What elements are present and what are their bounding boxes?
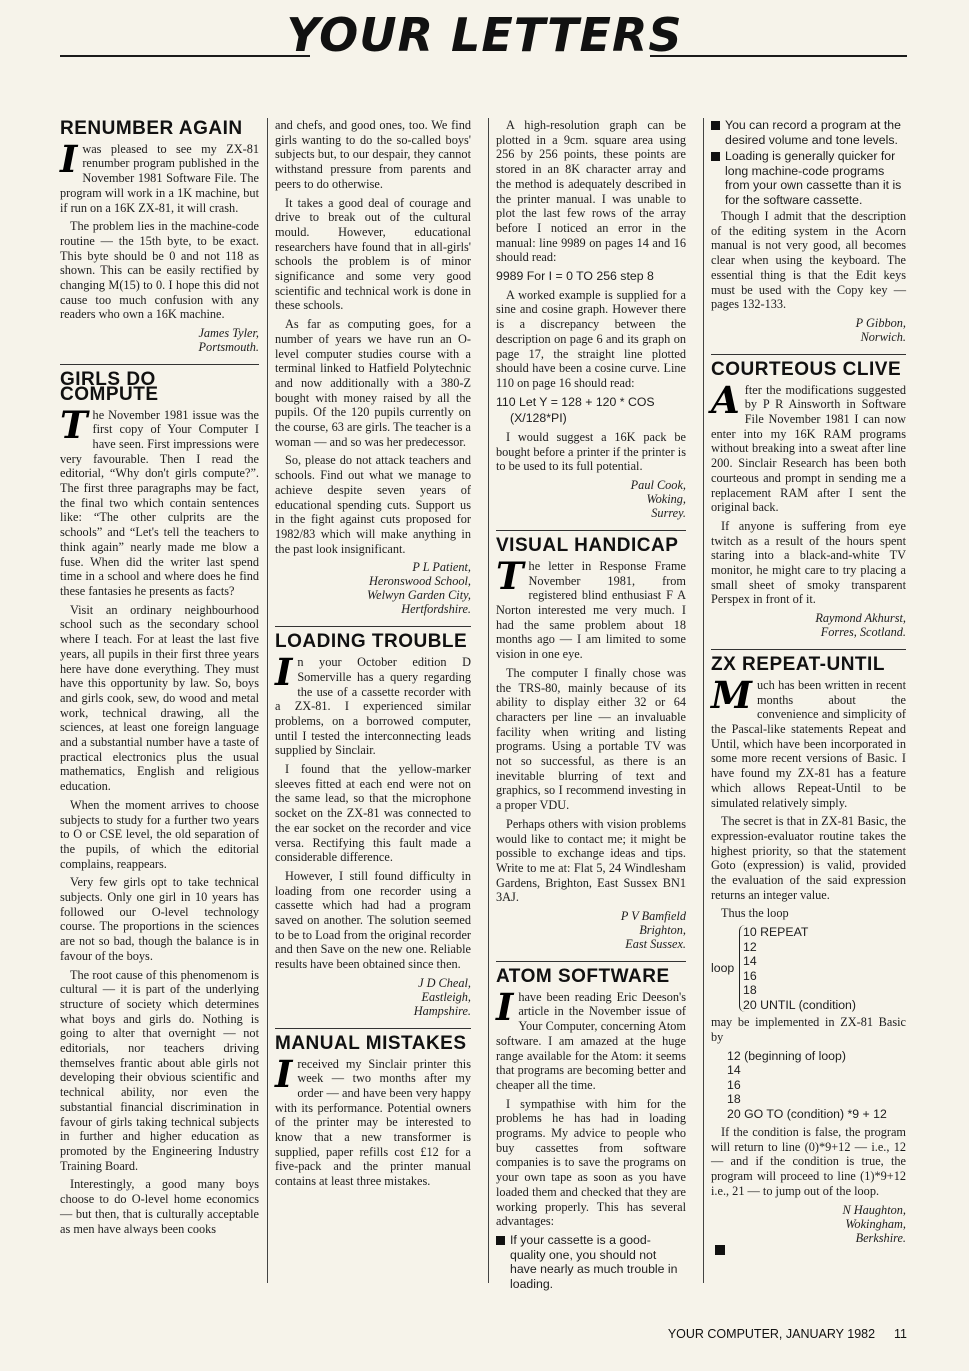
letter-signature (496, 909, 686, 951)
column-2 (275, 118, 471, 1193)
signature-county-line (711, 1231, 906, 1255)
column-4 (711, 118, 906, 1261)
letter-heading: VISUAL HANDICAP (496, 535, 679, 557)
letter-signature (711, 1203, 906, 1255)
letter-girls-do-compute (60, 369, 259, 1236)
letter-heading: RENUMBER AGAIN (60, 118, 243, 139)
letter-paragraph: may be implemented in ZX-81 Basic by (711, 1015, 906, 1044)
letter-paragraph: The problem lies in the machine-code routine — the 15th byte, to be exact. This byte should be 0 and not 118 as shown. This can be easily rectified by changing M(15) to 0. I hope this did not cause too much confusion with any readers who own a 16K machine. (60, 219, 259, 322)
signature-county: Surrey. (651, 506, 686, 521)
letter-paragraph: have been reading Eric Deeson's article in the November issue of Your Computer, concerning Atom software. I am amazed at the huge range available for the Atom: it seems that programs are becoming better and cheaper all the time. (496, 989, 686, 1092)
letter-paragraph: The computer I finally chose was the TRS-80, mainly because of its ability to display either 32 or 64 characters per line — an invaluable facility when writing and listing programs. Using a portable TV was not so successful, as there is an inevitable blurring of text and graphics, so I recommend investing in a proper VDU. (496, 665, 686, 813)
letter-paragraph: was pleased to see my ZX-81 renumber program published in the November 1981 Software File. The program will work in a 1K machine, but if run on a 16K ZX-81, it will crash. (60, 141, 259, 215)
bullet-item: If your cassette is a good-quality one, you should not have nearly as much trouble in loading. (496, 1233, 686, 1291)
signature-county: Hertfordshire. (401, 602, 471, 617)
signature-name: Paul Cook, (630, 478, 686, 493)
code-line: 18 (743, 983, 757, 998)
letter-paragraph: uch has been written in recent months about the convenience and simplicity of the Pascal-like statements Repeat and Until, which have been incorporated in some more recent versions of Basic. I have found my ZX-81 has a feature which allows Repeat-Until to be simulated relatively simply. (711, 677, 906, 810)
signature-place: Forres, Scotland. (820, 625, 906, 640)
code-line: 20 GO TO (condition) *9 + 12 (727, 1106, 887, 1121)
code-text: (X/128*PI) (510, 411, 567, 426)
drop-cap: I (496, 984, 514, 1029)
code-line (496, 411, 686, 426)
letter-signature (275, 560, 471, 616)
letter-paragraph: and chefs, and good ones, too. We find girls wanting to do the so-called boys' subjects but, to our despair, they cannot withstand pressure from parents and peers to do otherwise. (275, 118, 471, 191)
letter-paragraph: A high-resolution graph can be plotted in a 9cm. square area using 256 by 256 points, these points are stored in an 8K character array and the method is adequately described in the printer manual. I was unable to plot the last few rows of the array before I noticed an error in the manual: line 9989 on pages 14 and 16 should read: (496, 118, 686, 265)
drop-cap: M (711, 672, 752, 717)
signature-place: Woking, (646, 492, 686, 507)
code-line: 16 (743, 968, 757, 983)
code-line: 18 (727, 1092, 741, 1107)
drop-cap: I (60, 136, 78, 181)
code-line: 14 (727, 1063, 741, 1078)
letter-heading: COURTEOUS CLIVE (711, 358, 902, 380)
letter-heading: ZX REPEAT-UNTIL (711, 654, 885, 676)
code-listing (727, 1049, 906, 1122)
column-divider (488, 118, 489, 1283)
letter-paragraph: However, I still found difficulty in loading from one recorder using a cassette which had had a program saved on another. The solution seemed to be to Load from the original recorder and then Save on the new one. Reliable results have been obtained since then. (275, 868, 471, 972)
code-line: 14 (743, 954, 757, 969)
letter-paragraph: If anyone is suffering from eye twitch as a result of the hours spent staring into a black-and-white TV monitor, he might care to try placing a small sheet of smoky transparent Perspex in front of it. (711, 518, 906, 607)
signature-county: East Sussex. (625, 937, 686, 952)
column-3 (496, 118, 686, 1295)
letter-signature (60, 326, 259, 354)
code-line: 10 REPEAT (743, 925, 809, 940)
drop-cap: T (60, 402, 88, 447)
letter-signature (496, 478, 686, 520)
letter-atom-software (496, 966, 686, 1291)
section-divider (60, 364, 259, 365)
letter-signature (275, 976, 471, 1018)
letter-atom-software-continued (711, 118, 906, 344)
loop-label: loop (711, 961, 735, 976)
page-title: YOUR LETTERS (286, 8, 683, 62)
signature-place: Welwyn Garden City, (367, 588, 471, 603)
letter-paragraph: he November 1981 issue was the first copy of Your Computer I have seen. First impressions were very favourable. Then I read the editorial, “Why don't girls compute?”. The first three paragraphs may be fact, the final two which contain sentences like: “The other culprits are the schools” and “Let's tell the teachers to think again” nearly made me blow a fuse. When did the writer last spend time in a school and where does he find these fantasies he presents as facts? (60, 407, 259, 598)
bullet-item: You can record a program at the desired volume and tone levels. (711, 118, 906, 147)
signature-county: Hampshire. (413, 1003, 471, 1018)
letter-paragraph: The secret is that in ZX-81 Basic, the expression-evaluator routine takes the highest priority, so that the statement Goto (expression) is valid, provided the evaluation of the said expression returns an integer value. (711, 814, 906, 902)
letter-renumber-again (60, 118, 259, 355)
letter-signature (711, 316, 906, 344)
signature-name: P L Patient, (412, 560, 471, 575)
letter-paragraph: It takes a good deal of courage and drive to break out of the cultural mould. However, educational researchers have found that in all-girls' schools the problem is of minor significance and some very good scientific and technical work is done in these schools. (275, 195, 471, 313)
code-line: 12 (743, 939, 757, 954)
loop-brace (739, 925, 856, 1012)
section-divider (711, 649, 906, 650)
letter-manual-mistakes-continued (496, 118, 686, 520)
letter-paragraph: I found that the yellow-marker sleeves fitted at each end were not on the same lead, so that the microphone socket on the ZX-81 was connected to the ear socket on the recorder and vice versa. Rectifying this fault made a considerable difference. (275, 762, 471, 865)
letter-paragraph: I sympathise with him for the problems he has had in loading programs. My advice to people who buy cassettes from software companies is to save the programs on your own tape as soon as you have loaded them and checked that they are working properly. This has several advantages: (496, 1096, 686, 1229)
signature-place: Norwich. (860, 329, 906, 344)
letter-visual-handicap (496, 535, 686, 952)
letter-paragraph: If the condition is false, the program will return to line (0)*9+12 — i.e., 12 — and if the condition is true, the program will proceed to line (1)*9+12 i.e., 21 — to jump out of the loop. (711, 1125, 906, 1198)
letter-paragraph: he letter in Response Frame November 1981, from registered blind enthusiast F A Norton interested me very much. I had the same problem about 18 months ago — I am limited to some vision in one eye. (496, 558, 686, 662)
letter-paragraph: Very few girls opt to take technical subjects. Only one girl in 10 years has followed our O-level technology course. The proportions in the sciences are not so bad, though the balance is in favour of the boys. (60, 875, 259, 963)
letter-loading-trouble (275, 631, 471, 1018)
bullet-item: Loading is generally quicker for long machine-code programs from your own cassette than it is for the software cassette. (711, 149, 906, 207)
letter-paragraph: As far as computing goes, for a number of years we have run an O-level computer studies course with a terminal linked to Hatfield Polytechnic and now additionally with a 380-Z bought with money raised by all the pupils. Of the 120 pupils currently on the course, 63 are girls. The teacher is a woman — and so was her predecessor. (275, 317, 471, 449)
drop-cap: I (275, 650, 293, 695)
section-divider (711, 354, 906, 355)
section-divider (275, 1028, 471, 1029)
signature-place: Eastleigh, (421, 989, 471, 1004)
signature-name: Raymond Akhurst, (815, 611, 906, 626)
code-line: 9989 For I = 0 TO 256 step 8 (496, 269, 654, 284)
signature-name: James Tyler, (198, 326, 259, 341)
letter-courteous-clive (711, 358, 906, 640)
letter-heading: MANUAL MISTAKES (275, 1032, 467, 1054)
code-line: 20 UNTIL (condition) (743, 997, 856, 1012)
page-number: 11 (894, 1327, 907, 1341)
column-divider (703, 118, 704, 1283)
signature-school: Heronswood School, (368, 574, 471, 589)
signature-name: P V Bamfield (620, 909, 686, 924)
letter-paragraph: Interestingly, a good many boys choose to do O-level home economics — but then, that is culturally acceptable as men have always been cooks (60, 1177, 259, 1236)
drop-cap: I (275, 1051, 293, 1096)
letter-heading: ATOM SOFTWARE (496, 966, 670, 988)
letter-paragraph: The root cause of this phenomenom is cultural — it is part of the underlying structure of society which determines what boys and girls do. Nothing is going to alter that overnight — not editorials, nor teachers driving themselves frantic about able girls not developing their obvious scientific and technical ability, nor even the substantial financial discrimination in favour of girls taking technical subjects in further and higher education as promoted by the Engineering Industry Training Board. (60, 967, 259, 1173)
letter-signature (711, 611, 906, 639)
signature-name: J D Cheal, (418, 975, 471, 990)
letter-manual-mistakes (275, 1032, 471, 1189)
drop-cap: T (496, 553, 524, 598)
letter-paragraph: Thus the loop (721, 906, 789, 921)
letter-paragraph: Though I admit that the description of the editing system in the Acorn manual is not very good, all becomes clear when using the keyboard. The essential thing is that the Edit keys must be used with the Copy key — pages 132-133. (711, 209, 906, 312)
section-divider (496, 530, 686, 531)
signature-place: Portsmouth. (198, 340, 259, 355)
letter-heading: LOADING TROUBLE (275, 631, 468, 653)
letter-paragraph: Perhaps others with vision problems would like to contact me; it might be possible to exchange ideas and tips. Write to me at: Flat 5, 24 Windlesham Gardens, Brighton, East Sussex BN1 3AJ. (496, 816, 686, 905)
letter-paragraph: So, please do not attack teachers and schools. Find out what we manage to achieve despite seven years of educational spending cuts. Support us in the fight against cuts proposed for 1982/83 which will make anything in the past look insignificant. (275, 453, 471, 556)
letter-zx-repeat-until (711, 654, 906, 1254)
page-footer (668, 1327, 907, 1341)
section-divider (496, 961, 686, 962)
end-mark (715, 1245, 725, 1255)
letter-paragraph: Visit an ordinary neighbourhood school such as the secondary school where I teach. For at least the last five years, all pupils in their first three years here have done everything. They must have this opportunity by law. So, boys and girls cook, sew, do wood and metal work, technical drawing, all the sciences, at least one foreign language and a substantial number have a taste of practical electronics plus the usual mathematics, English and religious education. (60, 602, 259, 794)
code-line: 16 (727, 1077, 741, 1092)
footer-publication: YOUR COMPUTER, JANUARY 1982 (667, 1327, 876, 1341)
code-line: 12 (beginning of loop) (727, 1048, 846, 1063)
section-divider (275, 626, 471, 627)
signature-name: N Haughton, (842, 1202, 906, 1217)
signature-county: Berkshire. (855, 1230, 906, 1245)
letter-heading: GIRLS DO COMPUTE (60, 369, 159, 405)
letter-paragraph: received my Sinclair printer this week — two months after my order — and have been very happy with its performance. Potential owners of the printer may be interested to know that a new transformer is supplied, paper refills cost £12 for a five-pack and the printer manual contains at least three mistakes. (275, 1056, 471, 1189)
code-line (496, 395, 686, 410)
signature-place: Brighton, (639, 923, 686, 938)
code-text: 110 Let Y = 128 + 120 * COS (496, 394, 655, 409)
signature-name: P Gibbon, (855, 315, 906, 330)
column-1 (60, 118, 259, 1240)
letter-girls-do-compute-continued (275, 118, 471, 616)
loop-listing (711, 925, 906, 1012)
letter-paragraph: A worked example is supplied for a sine and cosine graph. However there is a discrepancy between the description on page 6 and its graph on page 17, the straight line plotted should have been a cosine curve. Line 110 on page 16 should read: (496, 287, 686, 390)
signature-place: Wokingham, (845, 1216, 906, 1231)
drop-cap: A (711, 377, 740, 422)
letter-paragraph: I would suggest a 16K pack be bought before a printer if the printer is to be used to its full potential. (496, 430, 686, 474)
letter-paragraph: n your October edition D Somerville has a query regarding the use of a cassette recorder with a ZX-81. I experienced similar problems, on a borrowed computer, until I tested the interconnecting leads supplied by Sinclair. (275, 655, 471, 758)
column-divider (267, 118, 268, 1283)
letter-paragraph: fter the modifications suggested by P R Ainsworth in Software File November 1981 I can now enter into my 16K RAM programs without breaking into a sweat after line 200. Sinclair Research has been both courteous and prompt in sending me a replacement RAM after I sent the original back. (711, 382, 906, 515)
letter-paragraph: When the moment arrives to choose subjects to study for a further two years to O or CSE level, the old separation of the pupils, of which the editorial complains, reappears. (60, 797, 259, 871)
